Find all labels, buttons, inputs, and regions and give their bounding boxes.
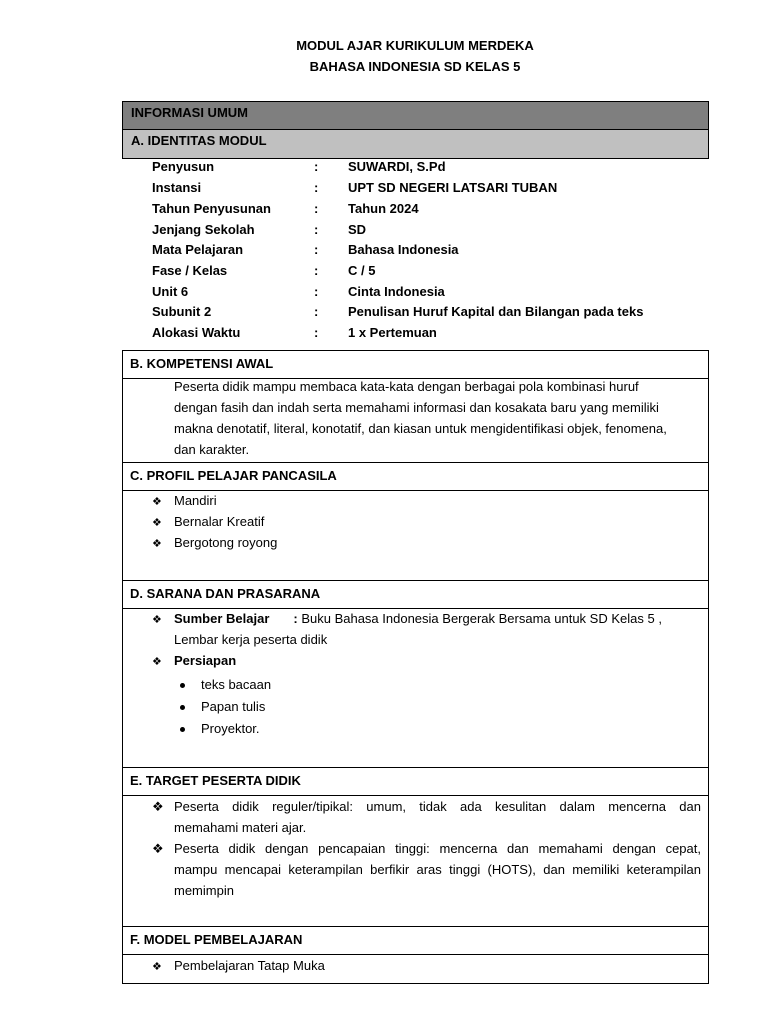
list-item: ❖ Pembelajaran Tatap Muka bbox=[152, 955, 325, 978]
identity-value: SD bbox=[348, 222, 367, 237]
identity-key: Tahun Penyusunan bbox=[152, 201, 271, 216]
identity-value: 1 x Pertemuan bbox=[348, 325, 437, 340]
bullet-dot-icon bbox=[180, 683, 185, 688]
identity-colon: : bbox=[314, 201, 319, 216]
target-item bbox=[174, 796, 701, 838]
target-line: memimpin bbox=[174, 883, 234, 898]
diamond-bullet-icon: ❖ bbox=[152, 656, 162, 668]
bullet-dot-icon bbox=[180, 705, 185, 710]
target-peserta-heading: E. TARGET PESERTA DIDIK bbox=[123, 768, 708, 796]
target-item bbox=[174, 838, 701, 901]
identity-key: Alokasi Waktu bbox=[152, 325, 241, 340]
list-item: ❖ Mandiri bbox=[152, 490, 217, 513]
list-item: ❖ Bergotong royong bbox=[152, 532, 277, 555]
persiapan-list-item: Papan tulis bbox=[201, 699, 266, 714]
persiapan-label: Persiapan bbox=[174, 653, 237, 668]
identity-key: Fase / Kelas bbox=[152, 263, 228, 278]
kompetensi-awal-section bbox=[122, 350, 709, 463]
sumber-belajar-colon: : bbox=[293, 611, 298, 626]
document-title: MODUL AJAR KURIKULUM MERDEKA bbox=[296, 38, 534, 53]
sarana-prasarana-section bbox=[122, 580, 709, 768]
identity-colon: : bbox=[314, 325, 319, 340]
model-pembelajaran-heading: F. MODEL PEMBELAJARAN bbox=[123, 927, 708, 955]
identity-value: Tahun 2024 bbox=[348, 201, 419, 216]
kompetensi-line: dengan fasih dan indah serta memahami informasi dan kosakata baru yang memiliki bbox=[174, 400, 659, 415]
identity-value: C / 5 bbox=[348, 263, 376, 278]
identity-key: Mata Pelajaran bbox=[152, 242, 244, 257]
identity-key: Jenjang Sekolah bbox=[152, 222, 255, 237]
kompetensi-line: Peserta didik mampu membaca kata-kata dengan berbagai pola kombinasi huruf bbox=[174, 379, 639, 394]
sumber-belajar-item bbox=[152, 608, 662, 631]
diamond-bullet-icon: ❖ bbox=[152, 841, 164, 856]
target-peserta-section bbox=[122, 767, 709, 927]
identity-value: Cinta Indonesia bbox=[348, 284, 445, 299]
persiapan-item bbox=[152, 650, 236, 673]
identity-colon: : bbox=[314, 180, 319, 195]
sarana-prasarana-heading: D. SARANA DAN PRASARANA bbox=[123, 581, 708, 609]
profil-pelajar-section bbox=[122, 462, 709, 581]
sumber-belajar-value: Buku Bahasa Indonesia Bergerak Bersama untuk SD Kelas 5 , bbox=[297, 611, 662, 626]
target-line: mampu mencapai keterampilan berfikir aras tinggi (HOTS), dan memiliki keterampilan bbox=[174, 862, 701, 877]
identity-value: UPT SD NEGERI LATSARI TUBAN bbox=[348, 180, 558, 195]
kompetensi-awal-heading: B. KOMPETENSI AWAL bbox=[123, 351, 708, 379]
model-pembelajaran-section bbox=[122, 926, 709, 984]
persiapan-list-item: Proyektor. bbox=[201, 721, 260, 736]
diamond-bullet-icon: ❖ bbox=[152, 614, 162, 626]
identity-key: Subunit 2 bbox=[152, 304, 212, 319]
identity-value: Penulisan Huruf Kapital dan Bilangan pada teks bbox=[348, 304, 644, 319]
diamond-bullet-icon: ❖ bbox=[152, 961, 162, 973]
diamond-bullet-icon: ❖ bbox=[152, 799, 164, 814]
identity-colon: : bbox=[314, 284, 319, 299]
kompetensi-text bbox=[174, 376, 667, 460]
kompetensi-line: makna denotatif, literal, konotatif, dan kiasan untuk mengidentifikasi objek, fenomena, bbox=[174, 421, 667, 436]
target-line: Peserta didik dengan pencapaian tinggi: mencerna dan memahami dengan cepat, bbox=[174, 841, 701, 856]
diamond-bullet-icon: ❖ bbox=[152, 496, 162, 508]
identity-colon: : bbox=[314, 263, 319, 278]
identity-key: Instansi bbox=[152, 180, 202, 195]
identity-colon: : bbox=[314, 159, 319, 174]
identity-colon: : bbox=[314, 242, 319, 257]
list-item: ❖ Bernalar Kreatif bbox=[152, 511, 264, 534]
identitas-modul-header: A. IDENTITAS MODUL bbox=[122, 129, 709, 159]
kompetensi-line: dan karakter. bbox=[174, 442, 250, 457]
sumber-belajar-line2: Lembar kerja peserta didik bbox=[174, 632, 328, 647]
identity-value: SUWARDI, S.Pd bbox=[348, 159, 446, 174]
identity-key: Unit 6 bbox=[152, 284, 189, 299]
diamond-bullet-icon: ❖ bbox=[152, 538, 162, 550]
identity-key: Penyusun bbox=[152, 159, 215, 174]
target-line: Peserta didik reguler/tipikal: umum, tidak ada kesulitan dalam mencerna dan bbox=[174, 799, 701, 814]
bullet-dot-icon bbox=[180, 727, 185, 732]
identity-colon: : bbox=[314, 222, 319, 237]
identity-colon: : bbox=[314, 304, 319, 319]
sumber-belajar-label: Sumber Belajar bbox=[174, 611, 270, 626]
document-subtitle: BAHASA INDONESIA SD KELAS 5 bbox=[309, 59, 521, 74]
target-line: memahami materi ajar. bbox=[174, 820, 307, 835]
informasi-umum-header: INFORMASI UMUM bbox=[122, 101, 709, 130]
diamond-bullet-icon: ❖ bbox=[152, 517, 162, 529]
profil-pelajar-heading: C. PROFIL PELAJAR PANCASILA bbox=[123, 463, 708, 491]
identity-value: Bahasa Indonesia bbox=[348, 242, 459, 257]
persiapan-list-item: teks bacaan bbox=[201, 677, 272, 692]
